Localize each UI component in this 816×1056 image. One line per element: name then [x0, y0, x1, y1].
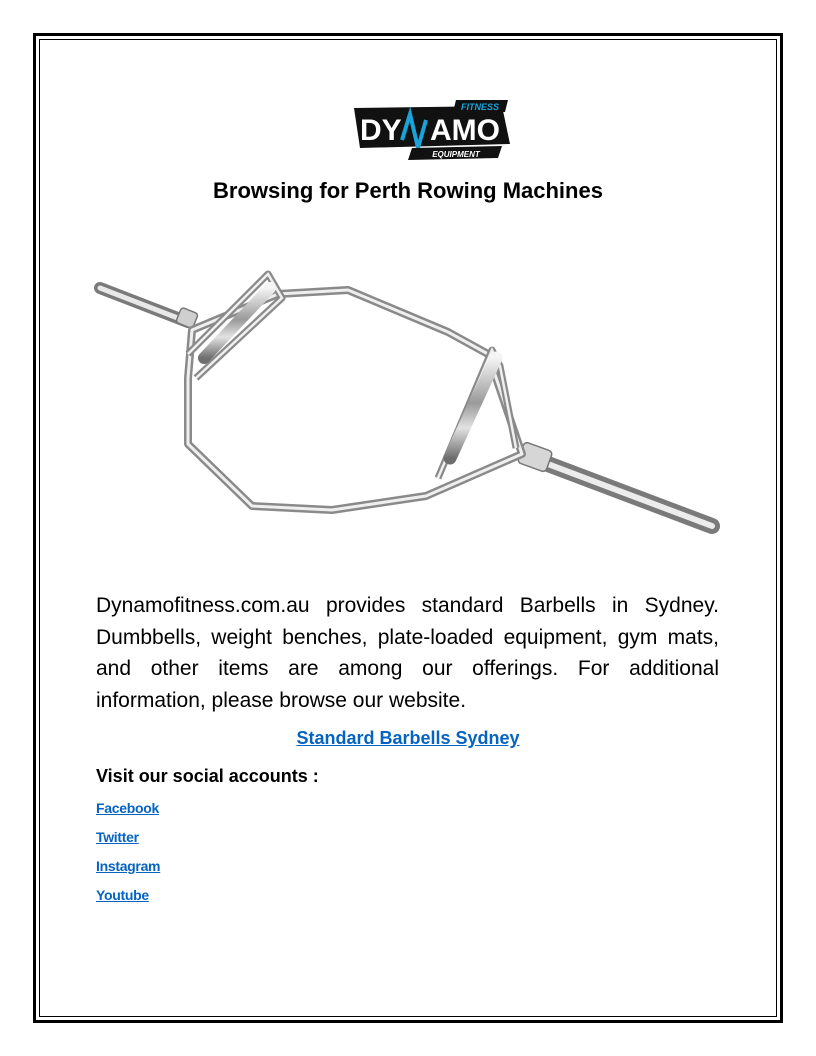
- hex-trap-bar-image: [92, 258, 724, 558]
- facebook-link[interactable]: Facebook: [96, 800, 159, 816]
- logo-equipment-text: EQUIPMENT: [432, 150, 480, 159]
- twitter-link[interactable]: Twitter: [96, 829, 139, 845]
- logo-amo-text: AMO: [430, 114, 500, 147]
- list-item: [96, 800, 160, 829]
- logo-dy-text: DY: [360, 114, 402, 147]
- list-item: [96, 858, 160, 887]
- list-item: [96, 887, 160, 916]
- list-item: [96, 829, 160, 858]
- description-paragraph: Dynamofitness.com.au provides standard Barbells in Sydney. Dumbbells, weight benches, plate-loaded equipment, gym mats, and other items are among our offerings. For additional information, please browse our website.: [96, 594, 719, 712]
- page-title: Browsing for Perth Rowing Machines: [213, 178, 603, 203]
- logo-fitness-text: FITNESS: [460, 102, 500, 112]
- dynamo-fitness-logo: [352, 98, 512, 170]
- social-heading: Visit our social accounts :: [96, 766, 319, 786]
- instagram-link[interactable]: Instagram: [96, 858, 161, 874]
- social-links-list: [96, 800, 160, 916]
- standard-barbells-sydney-link[interactable]: Standard Barbells Sydney: [296, 728, 520, 748]
- youtube-link[interactable]: Youtube: [96, 887, 149, 903]
